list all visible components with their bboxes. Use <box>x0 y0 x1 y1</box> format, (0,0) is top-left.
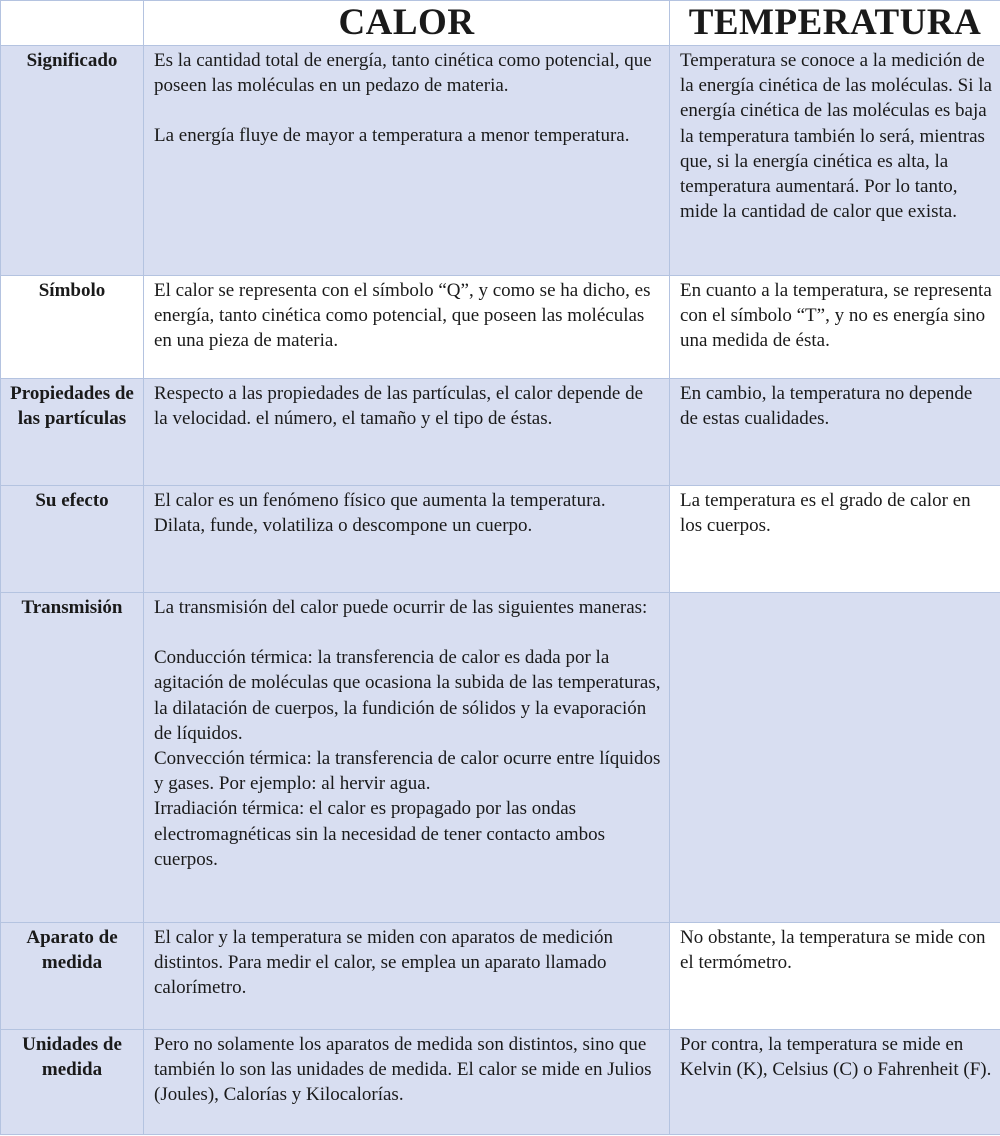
temperatura-cell: Temperatura se conoce a la medición de la energía cinética de las moléculas. Si la energía cinética de las moléculas es baja la temperatura también lo será, mientras que, si la energía cinética es alta, la temperatura aumentará. Por lo tanto, mide la cantidad de calor que exista. <box>670 46 1000 276</box>
temperatura-cell: En cambio, la temperatura no depende de estas cualidades. <box>670 379 1000 486</box>
row-label: Propiedades de las partículas <box>1 379 144 486</box>
row-label: Símbolo <box>1 276 144 379</box>
calor-paragraph: Es la cantidad total de energía, tanto cinética como potencial, que poseen las moléculas en un pedazo de materia. <box>154 50 652 97</box>
calor-cell: Respecto a las propiedades de las partículas, el calor depende de la velocidad. el número, el tamaño y el tipo de éstas. <box>144 379 670 486</box>
row-aparato <box>1 923 1000 1030</box>
calor-cell: El calor se representa con el símbolo “Q”, y como se ha dicho, es energía, tanto cinética como potencial, que poseen las moléculas en una pieza de materia. <box>144 276 670 379</box>
calor-paragraph: La energía fluye de mayor a temperatura a menor temperatura. <box>154 125 630 147</box>
paragraph-spacer <box>154 620 661 645</box>
temperatura-cell: La temperatura es el grado de calor en los cuerpos. <box>670 486 1000 593</box>
header-temperatura: TEMPERATURA <box>670 1 1000 46</box>
row-label: Significado <box>1 46 144 276</box>
calor-paragraph: Convección térmica: la transferencia de calor ocurre entre líquidos y gases. Por ejemplo: al hervir agua. <box>154 748 661 795</box>
row-significado <box>1 46 1000 276</box>
header-corner <box>1 1 144 46</box>
row-efecto <box>1 486 1000 593</box>
temperatura-cell <box>670 593 1000 923</box>
header-row <box>1 1 1000 46</box>
temperatura-cell: No obstante, la temperatura se mide con el termómetro. <box>670 923 1000 1030</box>
row-label: Su efecto <box>1 486 144 593</box>
paragraph-spacer <box>154 98 661 123</box>
row-label: Aparato de medida <box>1 923 144 1030</box>
calor-cell: Pero no solamente los aparatos de medida son distintos, sino que también lo son las unidades de medida. El calor se mide en Julios (Joules), Calorías y Kilocalorías. <box>144 1030 670 1135</box>
header-calor: CALOR <box>144 1 670 46</box>
calor-paragraph: Conducción térmica: la transferencia de calor es dada por la agitación de moléculas que ocasiona la subida de las temperaturas, la dilatación de cuerpos, la fundición de sólidos y la evaporación de líquidos. <box>154 647 661 744</box>
calor-cell: El calor y la temperatura se miden con aparatos de medición distintos. Para medir el calor, se emplea un aparato llamado calorímetro. <box>144 923 670 1030</box>
row-label: Unidades de medida <box>1 1030 144 1135</box>
calor-cell: El calor es un fenómeno físico que aumenta la temperatura. Dilata, funde, volatiliza o descompone un cuerpo. <box>144 486 670 593</box>
temperatura-cell: Por contra, la temperatura se mide en Kelvin (K), Celsius (C) o Fahrenheit (F). <box>670 1030 1000 1135</box>
calor-paragraph: Irradiación térmica: el calor es propagado por las ondas electromagnéticas sin la necesidad de tener contacto ambos cuerpos. <box>154 798 606 870</box>
temperatura-cell: En cuanto a la temperatura, se representa con el símbolo “T”, y no es energía sino una medida de ésta. <box>670 276 1000 379</box>
row-label: Transmisión <box>1 593 144 923</box>
row-transmision <box>1 593 1000 923</box>
row-unidades <box>1 1030 1000 1135</box>
calor-cell <box>144 593 670 923</box>
calor-cell <box>144 46 670 276</box>
row-simbolo <box>1 276 1000 379</box>
row-propiedades <box>1 379 1000 486</box>
calor-paragraph: La transmisión del calor puede ocurrir de las siguientes maneras: <box>154 597 648 618</box>
